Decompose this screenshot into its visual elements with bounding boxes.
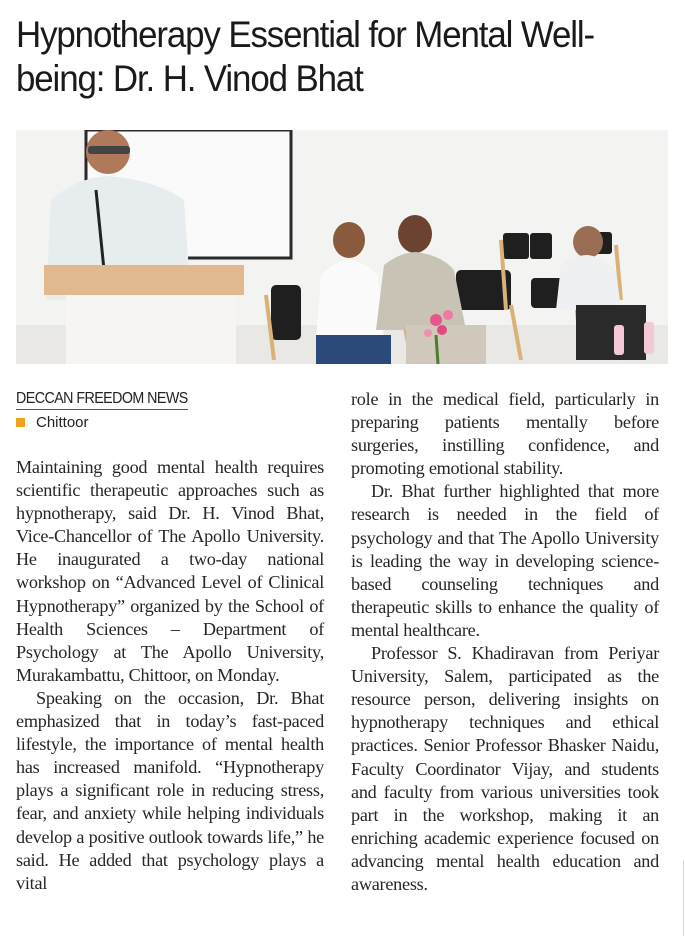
right-column <box>351 388 659 896</box>
event-photo-illustration <box>16 130 668 364</box>
dateline-location: Chittoor <box>36 414 89 431</box>
column-divider <box>683 860 684 936</box>
podium <box>44 265 244 295</box>
paragraph: Professor S. Khadiravan from Periyar University, Salem, participated as the resource person, delivering insights on hypnotherapy techniques and ethical practices. Senior Professor Bhasker Naidu, Faculty Coordinator Vijay, and students and faculty from various universities took part in the workshop, making it an enriching academic experience focused on advancing mental health education and awareness. <box>351 643 659 894</box>
article-headline: Hypnotherapy Essential for Mental Well-being: Dr. H. Vinod Bhat <box>16 13 595 99</box>
paragraph: Maintaining good mental health requires scientific therapeutic approaches such as hypnotherapy, said Dr. H. Vinod Bhat, Vice-Chancellor of The Apollo University. He inaugurated a two-day national workshop on “Advanced Level of Clinical Hypnotherapy” organized by the School of Health Sciences – Department of Psychology at The Apollo University, Murakambattu, Chittoor, on Monday. <box>16 457 324 685</box>
event-photo <box>16 130 668 364</box>
paragraph: Dr. Bhat further highlighted that more research is needed in the field of psychology and that The Apollo University is leading the way in developing science-based counseling techniques and therapeutic skills to enhance the quality of mental healthcare. <box>351 481 659 640</box>
orange-square-icon <box>16 418 25 427</box>
paragraph: role in the medical field, particularly in preparing patients mentally before surgeries, instilling confidence, and promoting emotional stability. <box>351 389 659 479</box>
news-source: DECCAN FREEDOM NEWS <box>16 390 188 410</box>
paragraph: Speaking on the occasion, Dr. Bhat emphasized that in today’s fast-paced lifestyle, the importance of mental health has increased manifold. “Hypnotherapy plays a significant role in reducing stress, fear, and anxiety while helping individuals develop a positive outlook towards life,” he said. He added that psychology plays a vital <box>16 687 324 893</box>
left-column <box>16 456 324 895</box>
dateline <box>16 414 89 431</box>
